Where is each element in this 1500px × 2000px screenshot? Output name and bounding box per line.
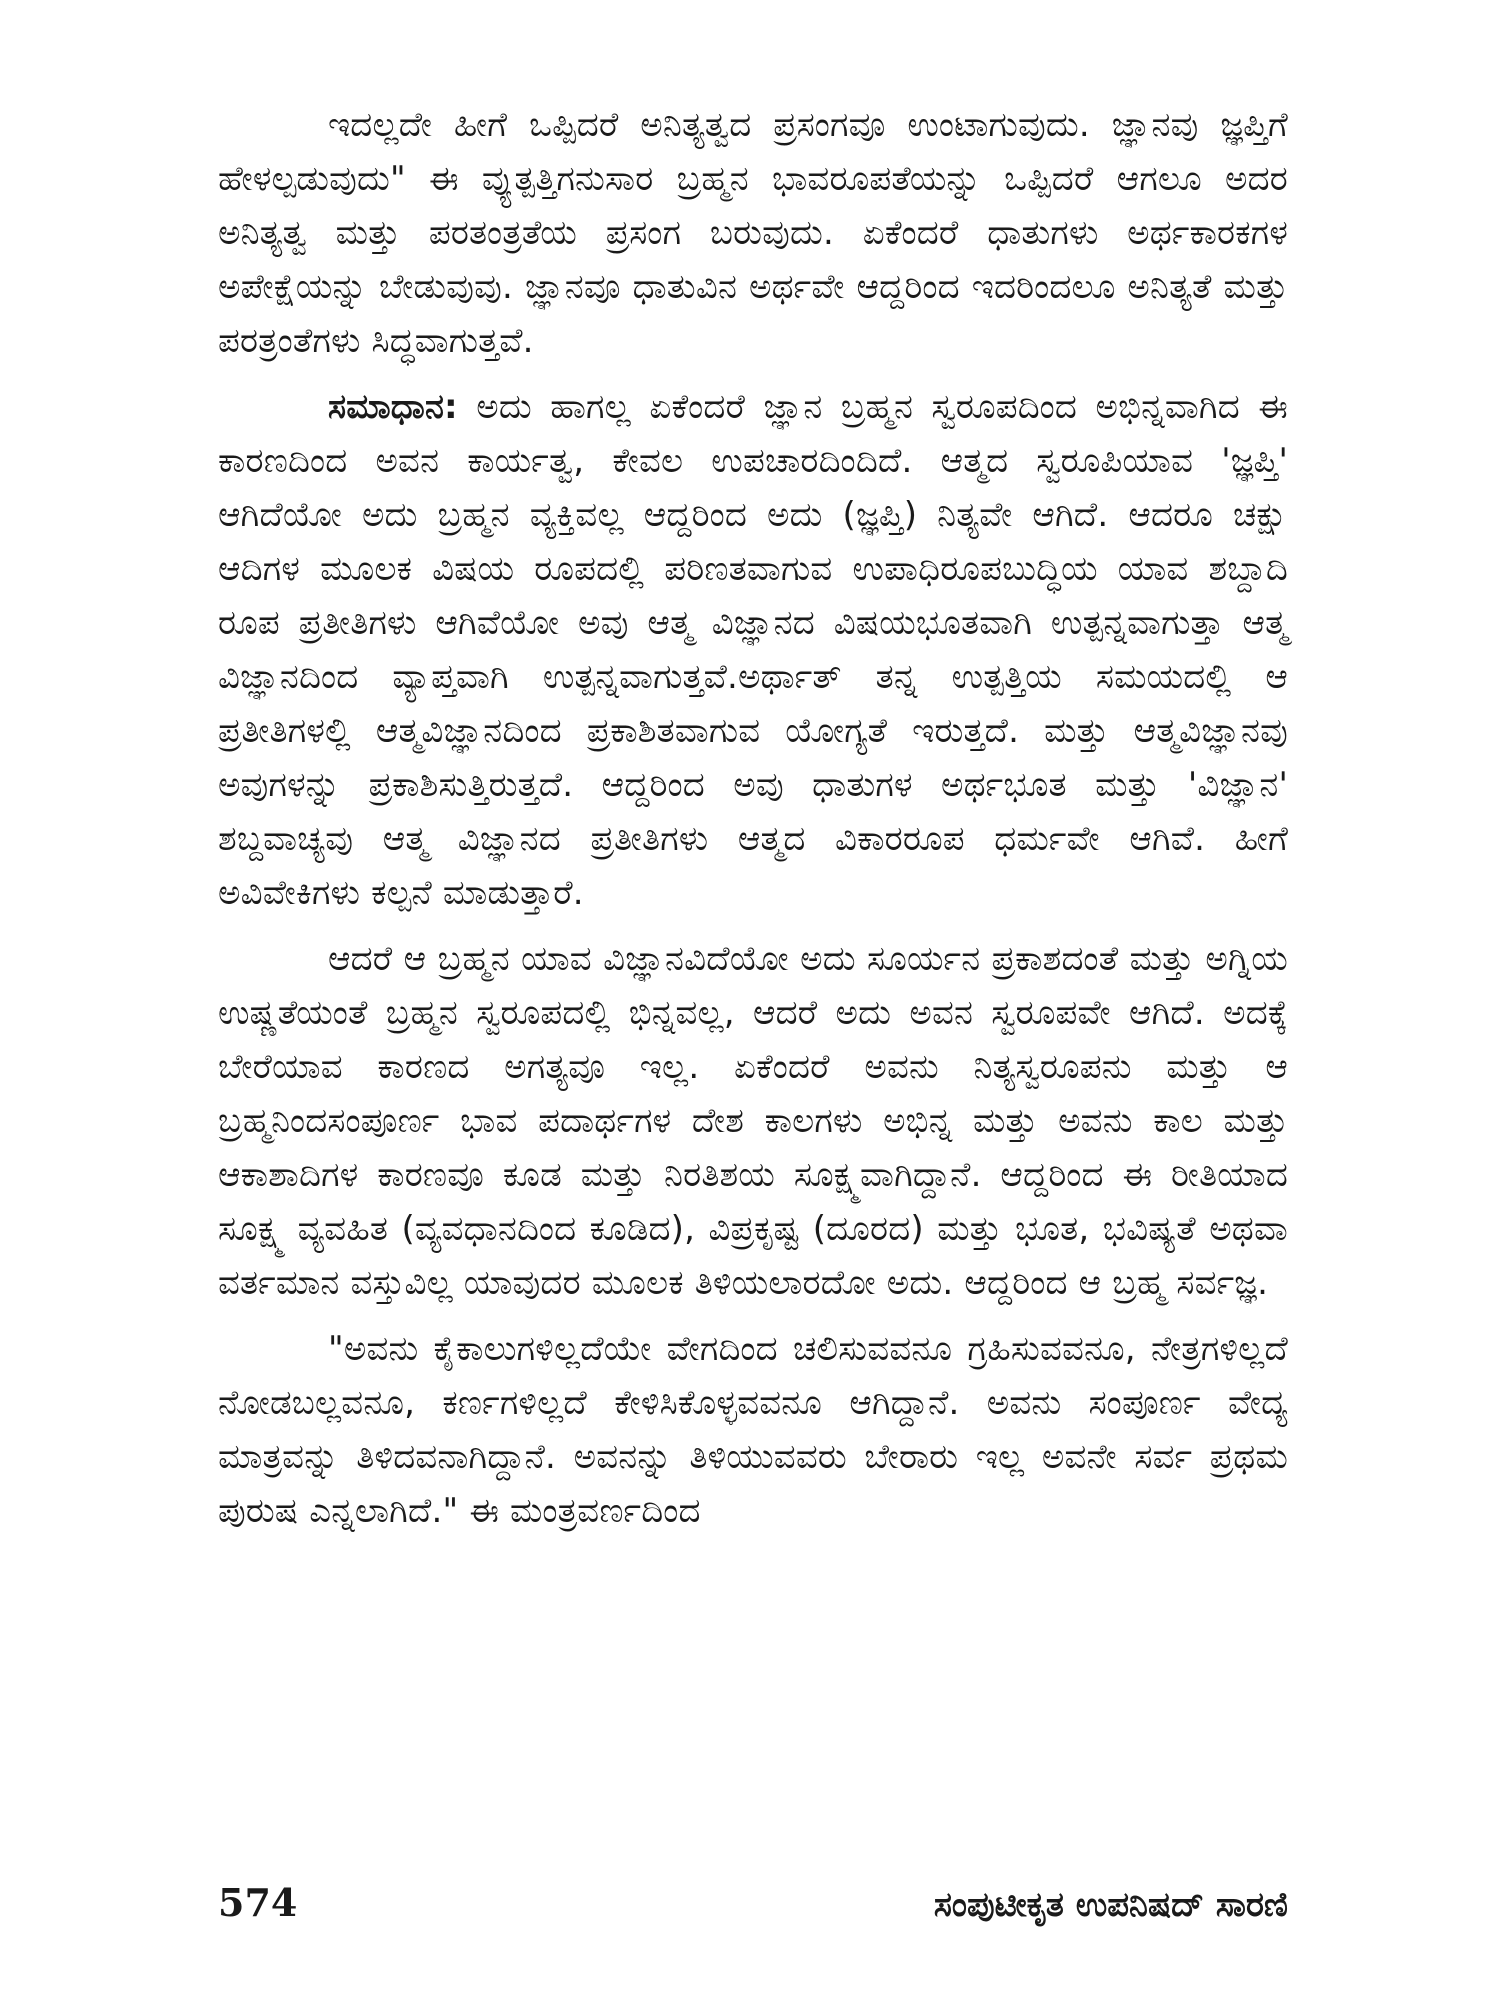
paragraph-2 (218, 380, 1288, 920)
body-text (218, 98, 1288, 1538)
paragraph-2-lead: ಸಮಾಧಾನ: (328, 387, 458, 427)
paragraph-3: ಆದರೆ ಆ ಬ್ರಹ್ಮನ ಯಾವ ವಿಜ್ಞಾನವಿದೆಯೋ ಅದು ಸೂರ್ಯನ ಪ್ರಕಾಶದಂತೆ ಮತ್ತು ಅಗ್ನಿಯ ಉಷ್ಣತೆಯಂತೆ ಬ್ರಹ್ಮನ ಸ್ವರೂಪದಲ್ಲಿ ಭಿನ್ನವಲ್ಲ, ಆದರೆ ಅದು ಅವನ ಸ್ವರೂಪವೇ ಆಗಿದೆ. ಅದಕ್ಕೆ ಬೇರೆಯಾವ ಕಾರಣದ ಅಗತ್ಯವೂ ಇಲ್ಲ. ಏಕೆಂದರೆ ಅವನು ನಿತ್ಯಸ್ವರೂಪನು ಮತ್ತು ಆ ಬ್ರಹ್ಮನಿಂದಸಂಪೂರ್ಣ ಭಾವ ಪದಾರ್ಥಗಳ ದೇಶ ಕಾಲಗಳು ಅಭಿನ್ನ ಮತ್ತು ಅವನು ಕಾಲ ಮತ್ತು ಆಕಾಶಾದಿಗಳ ಕಾರಣವೂ ಕೂಡ ಮತ್ತು ನಿರತಿಶಯ ಸೂಕ್ಷ್ಮವಾಗಿದ್ದಾನೆ. ಆದ್ದರಿಂದ ಈ ರೀತಿಯಾದ ಸೂಕ್ಷ್ಮ ವ್ಯವಹಿತ (ವ್ಯವಧಾನದಿಂದ ಕೂಡಿದ), ವಿಪ್ರಕೃಷ್ಟ (ದೂರದ) ಮತ್ತು ಭೂತ, ಭವಿಷ್ಯತೆ ಅಥವಾ ವರ್ತಮಾನ ವಸ್ತುವಿಲ್ಲ ಯಾವುದರ ಮೂಲಕ ತಿಳಿಯಲಾರದೋ ಅದು. ಆದ್ದರಿಂದ ಆ ಬ್ರಹ್ಮ ಸರ್ವಜ್ಞ. (218, 939, 1288, 1303)
page-footer (218, 1880, 1288, 1940)
paragraph-4: "ಅವನು ಕೈಕಾಲುಗಳಿಲ್ಲದೆಯೇ ವೇಗದಿಂದ ಚಲಿಸುವವನೂ ಗ್ರಹಿಸುವವನೂ, ನೇತ್ರಗಳಿಲ್ಲದೆ ನೋಡಬಲ್ಲವನೂ, ಕರ್ಣಗಳಿಲ್ಲದೆ ಕೇಳಿಸಿಕೊಳ್ಳವವನೂ ಆಗಿದ್ದಾನೆ. ಅವನು ಸಂಪೂರ್ಣ ವೇದ್ಯ ಮಾತ್ರವನ್ನು ತಿಳಿದವನಾಗಿದ್ದಾನೆ. ಅವನನ್ನು ತಿಳಿಯುವವರು ಬೇರಾರು ಇಲ್ಲ ಅವನೇ ಸರ್ವ ಪ್ರಥಮ ಪುರುಷ ಎನ್ನಲಾಗಿದೆ." ಈ ಮಂತ್ರವರ್ಣದಿಂದ (218, 1329, 1288, 1531)
book-title: ಸಂಪುಟೀಕೃತ ಉಪನಿಷದ್ ಸಾರಣಿ (933, 1885, 1288, 1925)
paragraph-2-text: ಅದು ಹಾಗಲ್ಲ ಏಕೆಂದರೆ ಜ್ಞಾನ ಬ್ರಹ್ಮನ ಸ್ವರೂಪದಿಂದ ಅಭಿನ್ನವಾಗಿದ ಈ ಕಾರಣದಿಂದ ಅವನ ಕಾರ್ಯತ್ವ, ಕೇವಲ ಉಪಚಾರದಿಂದಿದೆ. ಆತ್ಮದ ಸ್ವರೂಪಿಯಾವ 'ಜ್ಞಪ್ತಿ' ಆಗಿದೆಯೋ ಅದು ಬ್ರಹ್ಮನ ವ್ಯಕ್ತಿವಲ್ಲ ಆದ್ದರಿಂದ ಅದು (ಜ್ಞಪ್ತಿ) ನಿತ್ಯವೇ ಆಗಿದೆ. ಆದರೂ ಚಕ್ಷು ಆದಿಗಳ ಮೂಲಕ ವಿಷಯ ರೂಪದಲ್ಲಿ ಪರಿಣತವಾಗುವ ಉಪಾಧಿರೂಪಬುದ್ಧಿಯ ಯಾವ ಶಬ್ದಾದಿ ರೂಪ ಪ್ರತೀತಿಗಳು ಆಗಿವೆಯೋ ಅವು ಆತ್ಮ ವಿಜ್ಞಾನದ ವಿಷಯಭೂತವಾಗಿ ಉತ್ಪನ್ನವಾಗುತ್ತಾ ಆತ್ಮ ವಿಜ್ಞಾನದಿಂದ ವ್ಯಾಪ್ತವಾಗಿ ಉತ್ಪನ್ನವಾಗುತ್ತವೆ.ಅರ್ಥಾತ್ ತನ್ನ ಉತ್ಪತ್ತಿಯ ಸಮಯದಲ್ಲಿ ಆ ಪ್ರತೀತಿಗಳಲ್ಲಿ ಆತ್ಮವಿಜ್ಞಾನದಿಂದ ಪ್ರಕಾಶಿತವಾಗುವ ಯೋಗ್ಯತೆ ಇರುತ್ತದೆ. ಮತ್ತು ಆತ್ಮವಿಜ್ಞಾನವು ಅವುಗಳನ್ನು ಪ್ರಕಾಶಿಸುತ್ತಿರುತ್ತದೆ. ಆದ್ದರಿಂದ ಅವು ಧಾತುಗಳ ಅರ್ಥಭೂತ ಮತ್ತು 'ವಿಜ್ಞಾನ' ಶಬ್ದವಾಚ್ಯವು ಆತ್ಮ ವಿಜ್ಞಾನದ ಪ್ರತೀತಿಗಳು ಆತ್ಮದ ವಿಕಾರರೂಪ ಧರ್ಮವೇ ಆಗಿವೆ. ಹೀಗೆ ಅವಿವೇಕಿಗಳು ಕಲ್ಪನೆ ಮಾಡುತ್ತಾರೆ. (218, 387, 1288, 913)
paragraph-1: ಇದಲ್ಲದೇ ಹೀಗೆ ಒಪ್ಪಿದರೆ ಅನಿತ್ಯತ್ವದ ಪ್ರಸಂಗವೂ ಉಂಟಾಗುವುದು. ಜ್ಞಾನವು ಜ್ಞಪ್ತಿಗೆ ಹೇಳಲ್ಪಡುವುದು" ಈ ವ್ಯುತ್ಪತ್ತಿಗನುಸಾರ ಬ್ರಹ್ಮನ ಭಾವರೂಪತೆಯನ್ನು ಒಪ್ಪಿದರೆ ಆಗಲೂ ಅದರ ಅನಿತ್ಯತ್ವ ಮತ್ತು ಪರತಂತ್ರತೆಯ ಪ್ರಸಂಗ ಬರುವುದು. ಏಕೆಂದರೆ ಧಾತುಗಳು ಅರ್ಥಕಾರಕಗಳ ಅಪೇಕ್ಷೆಯನ್ನು ಬೇಡುವುವು. ಜ್ಞಾನವೂ ಧಾತುವಿನ ಅರ್ಥವೇ ಆದ್ದರಿಂದ ಇದರಿಂದಲೂ ಅನಿತ್ಯತೆ ಮತ್ತು ಪರತ್ರಂತೆಗಳು ಸಿದ್ಧವಾಗುತ್ತವೆ. (218, 105, 1288, 361)
page-number: 574 (218, 1880, 298, 1925)
